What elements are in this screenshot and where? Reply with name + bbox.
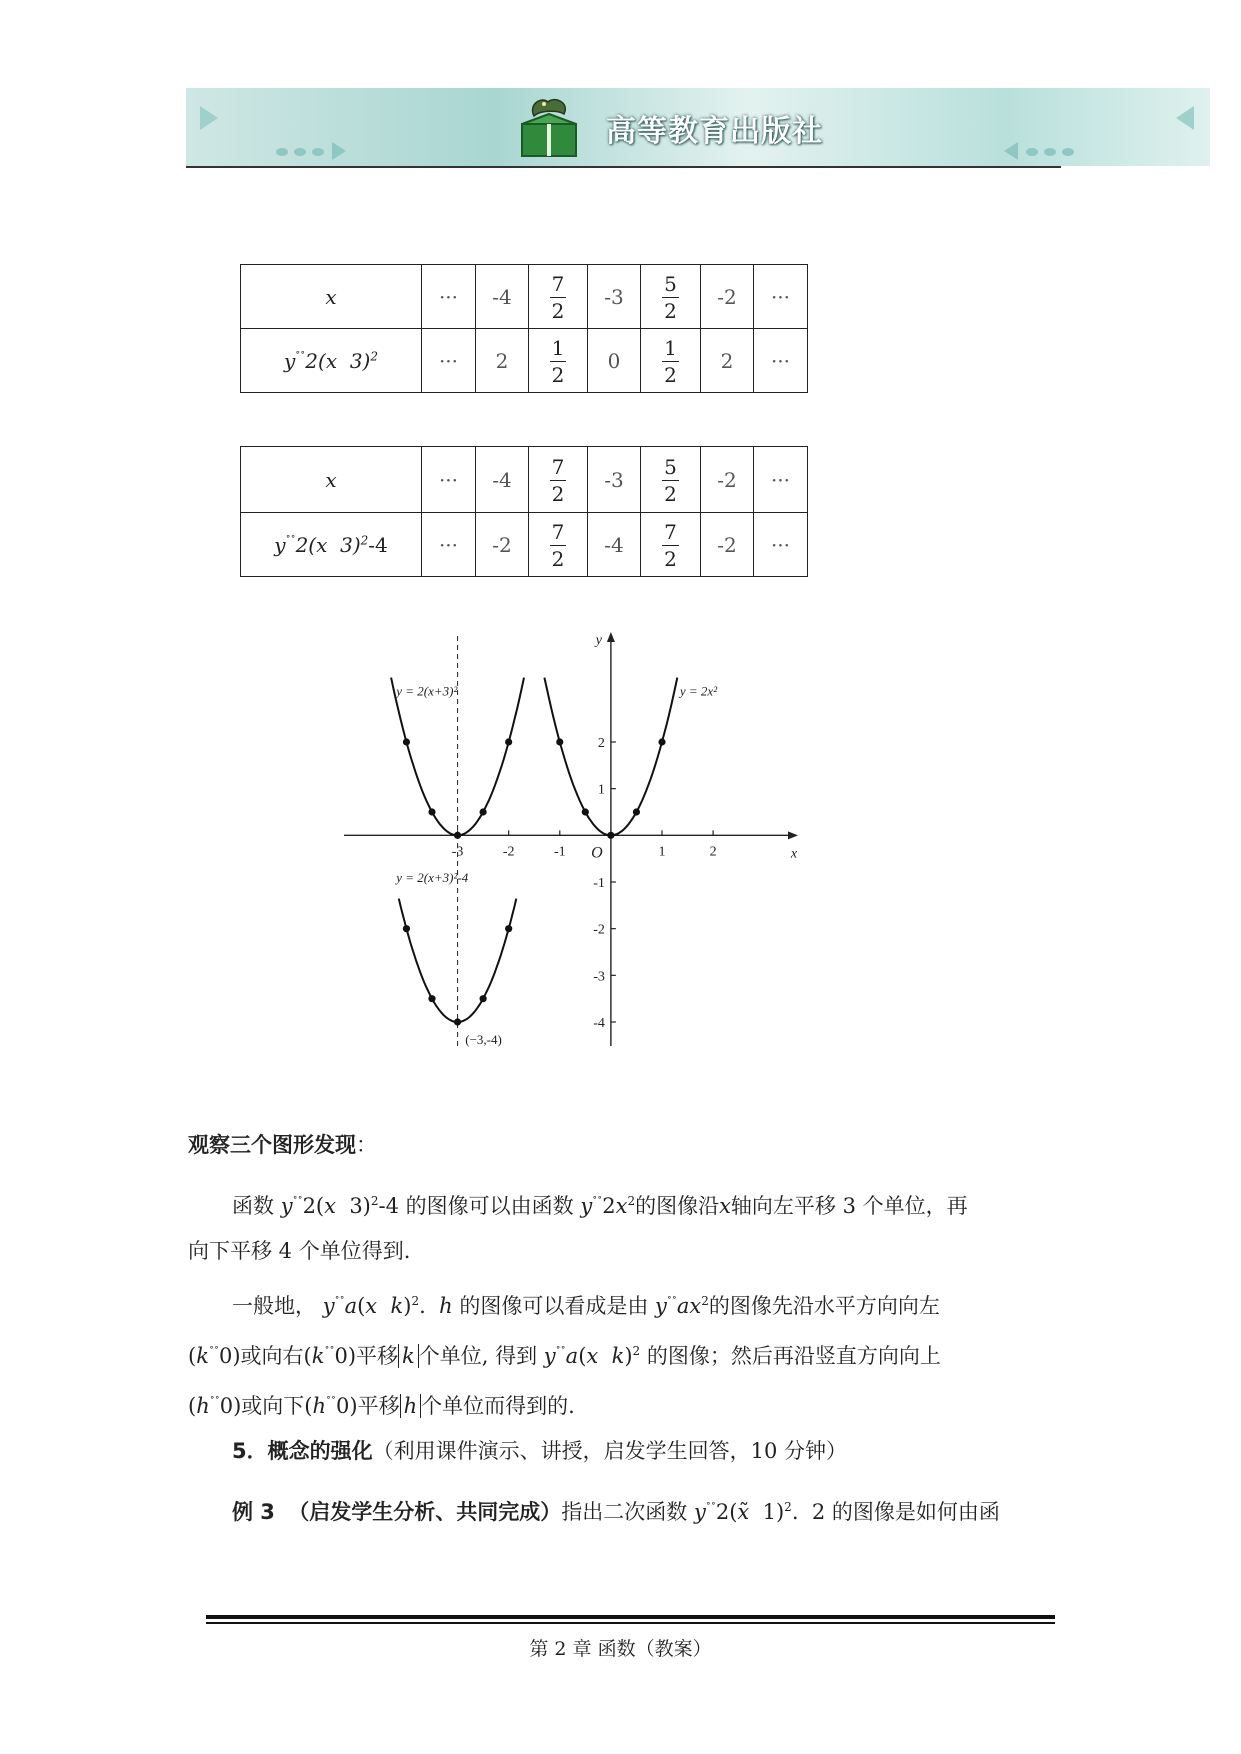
- table-cell: ···: [754, 265, 808, 329]
- section-5-heading: 5．概念的强化（利用课件演示、讲授，启发学生回答，10 分钟）: [232, 1439, 848, 1463]
- data-point: [403, 738, 410, 745]
- table-cell: [529, 265, 588, 329]
- table-cell: [641, 513, 701, 577]
- table-cell: [529, 329, 588, 393]
- table-header-y: y˚˚2(x 3)$^2$: [241, 329, 422, 393]
- table-cell: -4: [476, 265, 529, 329]
- y-tick-label: -3: [593, 969, 605, 985]
- table-cell: -4: [476, 447, 529, 513]
- fraction: $\frac{1}{2}$: [551, 336, 565, 387]
- example-3: 例 3 （启发学生分析、共同完成）指出二次函数 y˚˚2(x̃ 1)$^2$. 2 的图像是如何由函: [232, 1500, 1000, 1524]
- value-table-2: [240, 446, 808, 577]
- table-cell: ···: [422, 513, 476, 577]
- y-tick-label: 1: [597, 782, 605, 798]
- header-banner: [186, 88, 1210, 166]
- y-tick-label: -4: [593, 1016, 605, 1031]
- table-row: [241, 265, 808, 329]
- table-cell: 2: [476, 329, 529, 393]
- footer-rule: [206, 1615, 1055, 1619]
- data-point: [428, 808, 435, 815]
- parabola-graph: [340, 630, 800, 1050]
- fraction: $\frac{5}{2}$: [664, 455, 677, 506]
- origin-label: O: [591, 844, 603, 862]
- table-cell: -2: [476, 513, 529, 577]
- table-cell: [641, 329, 701, 393]
- x-axis-label: x: [790, 846, 798, 862]
- fraction: $\frac{7}{2}$: [664, 520, 677, 571]
- table-cell: ···: [754, 447, 808, 513]
- x-tick-label: -3: [451, 844, 464, 860]
- vertex-label: (−3,-4): [465, 1032, 502, 1047]
- table-row: [241, 447, 808, 513]
- table-cell: 2: [701, 329, 754, 393]
- table-cell: [641, 447, 701, 513]
- series-label: y = 2x²: [679, 683, 718, 699]
- table-cell: -2: [701, 265, 754, 329]
- series-label: y = 2(x+3)²: [396, 683, 458, 699]
- fraction: $\frac{7}{2}$: [551, 455, 565, 506]
- series-label: y = 2(x+3)²-4: [396, 870, 469, 885]
- value-table-1: [240, 264, 808, 393]
- table-cell: [529, 447, 588, 513]
- fraction: $\frac{7}{2}$: [551, 272, 565, 323]
- data-point: [480, 808, 487, 815]
- y-tick-label: -1: [593, 876, 605, 891]
- table-cell: ···: [422, 265, 476, 329]
- table-cell: -2: [701, 447, 754, 513]
- y-axis-arrow-icon: [607, 632, 615, 642]
- fraction: $\frac{7}{2}$: [551, 520, 565, 571]
- table-header-x: x: [241, 447, 422, 513]
- table-header-y: y˚˚2(x 3)$^2$-4: [241, 513, 422, 577]
- x-axis-arrow-icon: [788, 831, 798, 839]
- table-cell: -2: [701, 513, 754, 577]
- publisher-logo-icon: [514, 94, 584, 160]
- paragraph-1-line-1: 函数 y˚˚2(x 3)$^2$-4 的图像可以由函数 $y^{˚˚}2x^2$的图像沿x轴向左平移 3 个单位，再: [232, 1194, 968, 1218]
- table-cell: -4: [588, 513, 641, 577]
- footer-text: 第 2 章 函数（教案）: [529, 1638, 712, 1660]
- table-cell: ···: [754, 513, 808, 577]
- data-point: [633, 808, 640, 815]
- footer-rule-thin: [206, 1622, 1055, 1624]
- x-tick-label: 1: [658, 844, 666, 860]
- data-point: [505, 925, 512, 932]
- paragraph-2: 一般地， y˚˚a(x k)$^2$. h 的图像可以看成是由 $y^{˚˚}ax^2$的图像先沿水平方向向左: [232, 1294, 940, 1318]
- data-point: [556, 738, 563, 745]
- table-row: [241, 329, 808, 393]
- table-header-x: x: [241, 265, 422, 329]
- paragraph-4: (h˚˚0)或向下(h˚˚0)平移 h 个单位而得到的.: [188, 1394, 575, 1418]
- header-rule: [186, 166, 1061, 168]
- data-point: [480, 995, 487, 1002]
- fraction: $\frac{1}{2}$: [664, 336, 677, 387]
- data-point: [607, 832, 614, 839]
- x-tick-label: -2: [502, 844, 515, 860]
- y-tick-label: -2: [593, 922, 605, 938]
- data-point: [454, 832, 461, 839]
- table-cell: -3: [588, 265, 641, 329]
- table-cell: [641, 265, 701, 329]
- data-point: [403, 925, 410, 932]
- paragraph-3: (k˚˚0)或向右(k˚˚0)平移 k 个单位, 得到 y˚˚a(x k)$^2$ 的图像；然后再沿竖直方向向上: [188, 1344, 941, 1368]
- publisher-name: 高等教育出版社: [606, 114, 823, 149]
- table-cell: -3: [588, 447, 641, 513]
- data-point: [658, 738, 665, 745]
- table-cell: [529, 513, 588, 577]
- y-tick-label: 2: [597, 736, 605, 751]
- fraction: $\frac{5}{2}$: [664, 272, 677, 323]
- x-tick-label: 2: [709, 844, 717, 860]
- data-point: [505, 738, 512, 745]
- table-cell: 0: [588, 329, 641, 393]
- data-point: [582, 808, 589, 815]
- data-point: [428, 995, 435, 1002]
- table-cell: ···: [754, 329, 808, 393]
- x-tick-label: -1: [553, 844, 566, 860]
- table-row: [241, 513, 808, 577]
- y-axis-label: y: [595, 633, 602, 648]
- table-cell: ···: [422, 447, 476, 513]
- observe-heading: 观察三个图形发现：: [188, 1133, 377, 1157]
- paragraph-1-line-2: 向下平移 4 个单位得到.: [188, 1239, 411, 1263]
- data-point: [454, 1018, 461, 1025]
- table-cell: ···: [422, 329, 476, 393]
